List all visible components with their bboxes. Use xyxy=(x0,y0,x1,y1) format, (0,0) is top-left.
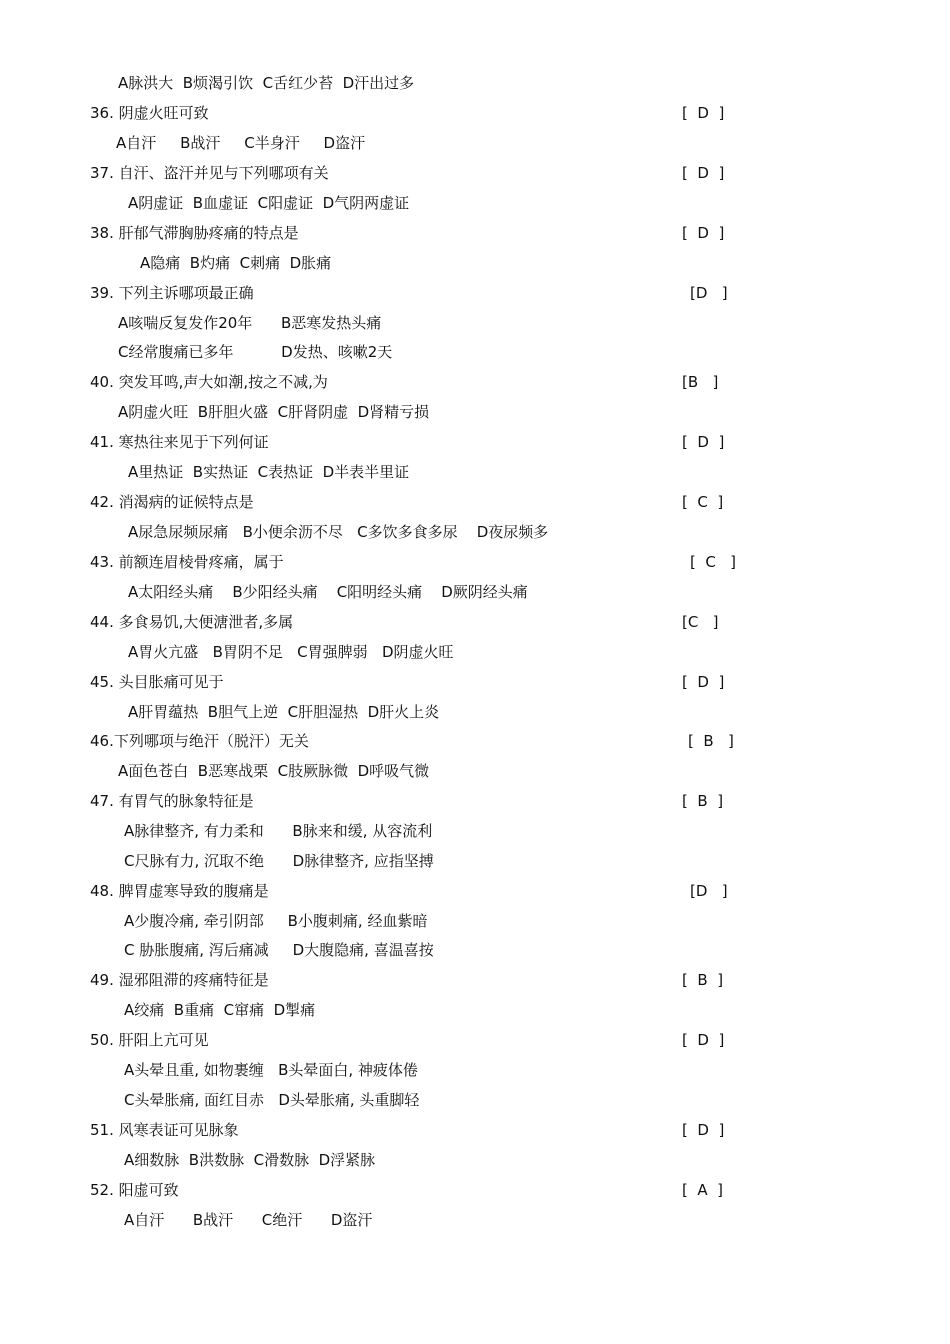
option-text: A里热证 B实热证 C表热证 D半表半里证 xyxy=(128,463,410,481)
answer-bracket: [ D ] xyxy=(682,433,725,451)
answer-bracket: [ D ] xyxy=(682,1031,725,1049)
question-text: 43. 前额连眉棱骨疼痛，属于 xyxy=(90,553,284,571)
answer-bracket: [ B ] xyxy=(682,792,724,810)
option-text: A少腹冷痛, 牵引阴部 B小腹刺痛, 经血紫暗 xyxy=(124,912,428,930)
question-text: 47. 有胃气的脉象特征是 xyxy=(90,792,254,810)
answer-bracket: [ B ] xyxy=(682,971,724,989)
answer-bracket: [B ] xyxy=(682,373,719,391)
question-text: 40. 突发耳鸣,声大如潮,按之不减,为 xyxy=(90,373,328,391)
option-text: A咳喘反复发作20年 B恶寒发热头痛 xyxy=(118,314,382,332)
answer-bracket: [D ] xyxy=(690,882,728,900)
option-text: A绞痛 B重痛 C窜痛 D掣痛 xyxy=(124,1001,316,1019)
option-text: A隐痛 B灼痛 C刺痛 D胀痛 xyxy=(140,254,332,272)
question-text: 50. 肝阳上亢可见 xyxy=(90,1031,209,1049)
answer-bracket: [D ] xyxy=(690,284,728,302)
option-text: A阴虚火旺 B肝胆火盛 C肝肾阴虚 D肾精亏损 xyxy=(118,403,430,421)
option-text: A头晕且重, 如物裹缠 B头晕面白, 神疲体倦 xyxy=(124,1061,418,1079)
option-text: A阴虚证 B血虚证 C阳虚证 D气阴两虚证 xyxy=(128,194,410,212)
answer-bracket: [ A ] xyxy=(682,1181,724,1199)
question-text: 42. 消渴病的证候特点是 xyxy=(90,493,254,511)
question-text: 51. 风寒表证可见脉象 xyxy=(90,1121,239,1139)
question-text: 46.下列哪项与绝汗（脱汗）无关 xyxy=(90,732,309,750)
answer-bracket: [ D ] xyxy=(682,673,725,691)
option-text: A脉律整齐, 有力柔和 B脉来和缓, 从容流利 xyxy=(124,822,433,840)
option-text: A面色苍白 B恶寒战栗 C肢厥脉微 D呼吸气微 xyxy=(118,762,430,780)
option-text: A尿急尿频尿痛 B小便余沥不尽 C多饮多食多尿 D夜尿频多 xyxy=(128,523,549,541)
option-text: C尺脉有力, 沉取不绝 D脉律整齐, 应指坚搏 xyxy=(124,852,434,870)
answer-bracket: [ C ] xyxy=(690,553,737,571)
option-text: A肝胃蕴热 B胆气上逆 C肝胆湿热 D肝火上炎 xyxy=(128,703,440,721)
option-text: A脉洪大 B烦渴引饮 C舌红少苔 D汗出过多 xyxy=(118,74,415,92)
option-text: A细数脉 B洪数脉 C滑数脉 D浮紧脉 xyxy=(124,1151,376,1169)
question-text: 38. 肝郁气滞胸胁疼痛的特点是 xyxy=(90,224,299,242)
option-text: C 胁胀腹痛, 泻后痛减 D大腹隐痛, 喜温喜按 xyxy=(124,941,434,959)
answer-bracket: [ D ] xyxy=(682,224,725,242)
option-text: C头晕胀痛, 面红目赤 D头晕胀痛, 头重脚轻 xyxy=(124,1091,420,1109)
answer-bracket: [ C ] xyxy=(682,493,724,511)
option-text: A胃火亢盛 B胃阴不足 C胃强脾弱 D阴虚火旺 xyxy=(128,643,454,661)
answer-bracket: [ D ] xyxy=(682,104,725,122)
option-text: A太阳经头痛 B少阳经头痛 C阳明经头痛 D厥阴经头痛 xyxy=(128,583,528,601)
question-text: 45. 头目胀痛可见于 xyxy=(90,673,224,691)
option-text: A自汗 B战汗 C半身汗 D盗汗 xyxy=(116,134,366,152)
question-text: 39. 下列主诉哪项最正确 xyxy=(90,284,254,302)
option-text: C经常腹痛已多年 D发热、咳嗽2天 xyxy=(118,343,393,361)
option-text: A自汗 B战汗 C绝汗 D盗汗 xyxy=(124,1211,373,1229)
question-text: 37. 自汗、盗汗并见与下列哪项有关 xyxy=(90,164,329,182)
question-text: 44. 多食易饥,大便溏泄者,多属 xyxy=(90,613,294,631)
question-text: 41. 寒热往来见于下列何证 xyxy=(90,433,269,451)
answer-bracket: [C ] xyxy=(682,613,719,631)
question-text: 49. 湿邪阻滞的疼痛特征是 xyxy=(90,971,269,989)
question-text: 36. 阴虚火旺可致 xyxy=(90,104,209,122)
question-text: 52. 阳虚可致 xyxy=(90,1181,179,1199)
question-text: 48. 脾胃虚寒导致的腹痛是 xyxy=(90,882,269,900)
answer-bracket: [ D ] xyxy=(682,164,725,182)
answer-bracket: [ D ] xyxy=(682,1121,725,1139)
answer-bracket: [ B ] xyxy=(688,732,734,750)
